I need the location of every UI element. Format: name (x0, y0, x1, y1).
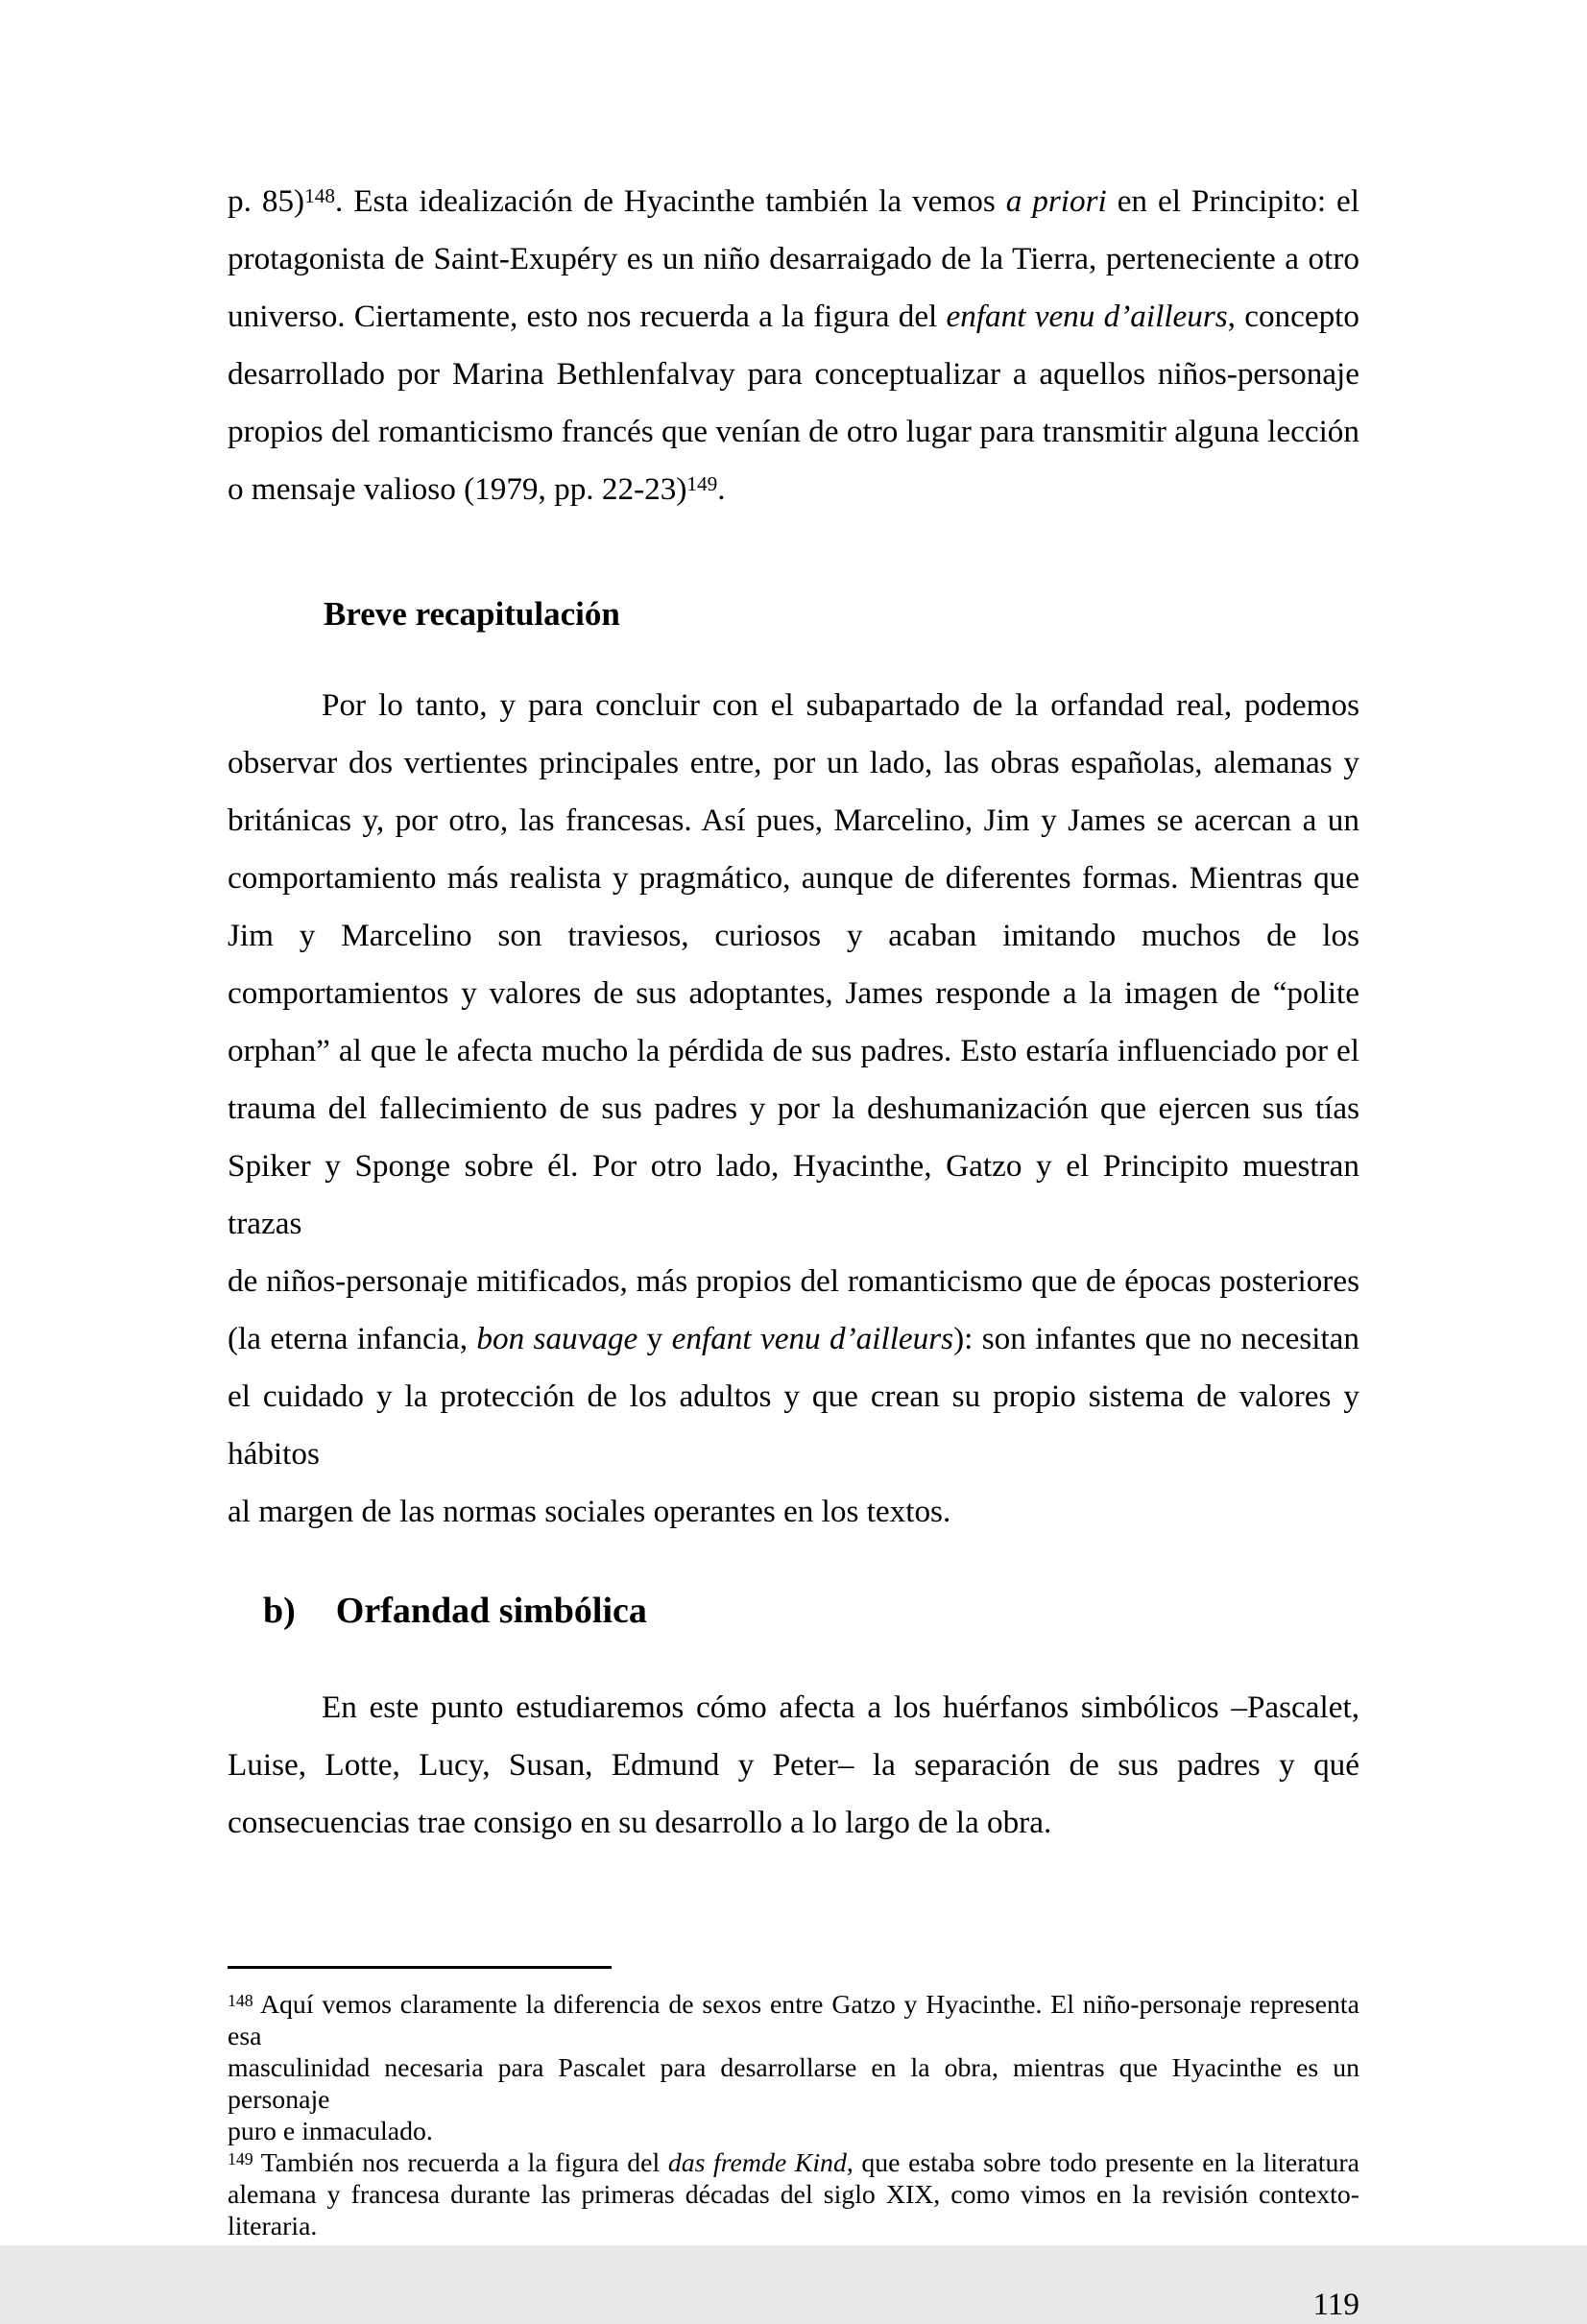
heading-title-text: Orfandad simbólica (335, 1591, 647, 1631)
text-line: alemana y francesa durante las primeras décadas del siglo XIX, como vimos en la revisión contexto- (228, 2180, 1359, 2210)
footnote-separator-line (228, 1966, 612, 1969)
paragraph-recapitulacion (228, 677, 1359, 1541)
text-line: puro e inmaculado. (228, 2117, 433, 2146)
text-line: al margen de las normas sociales operantes en los textos. (228, 1494, 951, 1529)
footnotes-section (228, 1989, 1359, 2242)
text-line: protagonista de Saint-Exupéry es un niño desarraigado de la Tierra, perteneciente a otro (228, 241, 1359, 276)
text-line: orphan” al que le afecta mucho la pérdida de sus padres. Esto estaría influenciado por el (228, 1033, 1359, 1068)
text-line: el cuidado y la protección de los adultos y que crean su propio sistema de valores y hábitos (228, 1378, 1359, 1472)
text-line: observar dos vertientes principales entre, por un lado, las obras españolas, alemanas y (228, 745, 1359, 780)
text-line: Jim y Marcelino son traviesos, curiosos y acaban imitando muchos de los (228, 918, 1359, 953)
text-line: p. 85)$^{148}$. Esta idealización de Hyacinthe también la vemos a priori en el Principito: el (228, 183, 1359, 219)
section-heading-breve-recapitulacion: Breve recapitulación (324, 595, 620, 633)
text-line: consecuencias trae consigo en su desarrollo a lo largo de la obra. (228, 1805, 1052, 1840)
text-line: Por lo tanto, y para concluir con el subapartado de la orfandad real, podemos (322, 687, 1359, 723)
section-heading-orfandad-simbolica (228, 1579, 1359, 1642)
heading-list-marker: b) (263, 1591, 296, 1631)
text-line: Spiker y Sponge sobre él. Por otro lado, Hyacinthe, Gatzo y el Principito muestran trazas (228, 1148, 1359, 1241)
text-line: o mensaje valioso (1979, pp. 22-23)$^{149}$. (228, 471, 726, 507)
text-line: comportamiento más realista y pragmático, aunque de diferentes formas. Mientras que (228, 860, 1359, 896)
text-line: británicas y, por otro, las francesas. Así pues, Marcelino, Jim y James se acercan a un (228, 803, 1359, 838)
footnote-148 (228, 1989, 1359, 2147)
text-line: literaria. (228, 2212, 318, 2241)
paragraph-orfandad-simbolica-intro (228, 1679, 1359, 1852)
text-line: En este punto estudiaremos cómo afecta a los huérfanos simbólicos –Pascalet, (322, 1689, 1359, 1725)
text-line: Luise, Lotte, Lucy, Susan, Edmund y Peter– la separación de sus padres y qué (228, 1747, 1359, 1783)
text-line: $^{149}$ También nos recuerda a la figura del das fremde Kind, que estaba sobre todo presente en la literatura (228, 2148, 1359, 2178)
paragraph-orphanhood-real-end (228, 173, 1359, 518)
page-number: 119 (1312, 2287, 1359, 2322)
text-line: universo. Ciertamente, esto nos recuerda a la figura del enfant venu d’ailleurs, concepto (228, 299, 1359, 334)
footnote-149 (228, 2147, 1359, 2242)
text-line: desarrollado por Marina Bethlenfalvay para conceptualizar a aquellos niños-personaje (228, 356, 1359, 392)
text-line: trauma del fallecimiento de sus padres y por la deshumanización que ejercen sus tías (228, 1090, 1359, 1126)
text-line: masculinidad necesaria para Pascalet para desarrollarse en la obra, mientras que Hyacinthe es un personaje (228, 2053, 1359, 2115)
text-line: (la eterna infancia, bon sauvage y enfant venu d’ailleurs): son infantes que no necesitan (228, 1321, 1359, 1356)
text-line: $^{148}$ Aquí vemos claramente la diferencia de sexos entre Gatzo y Hyacinthe. El niño-personaje representa esa (228, 1990, 1359, 2051)
text-line: comportamientos y valores de sus adoptantes, James responde a la imagen de “polite (228, 975, 1359, 1011)
text-line: de niños-personaje mitificados, más propios del romanticismo que de épocas posteriores (228, 1263, 1359, 1299)
text-line: propios del romanticismo francés que venían de otro lugar para transmitir alguna lección (228, 414, 1359, 449)
